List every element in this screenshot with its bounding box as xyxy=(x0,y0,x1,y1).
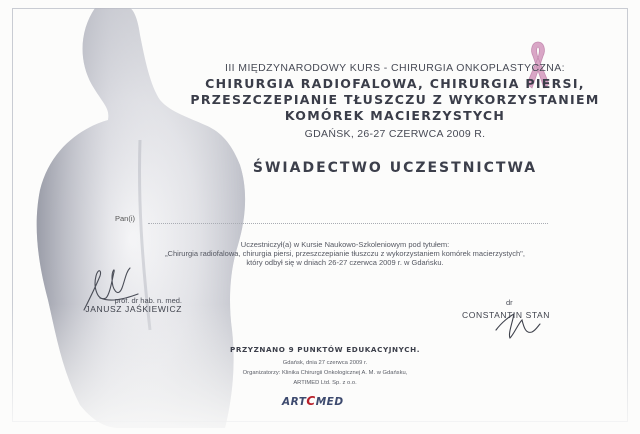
name-dotted-line xyxy=(148,223,548,224)
certificate-title: ŚWIADECTWO UCZESTNICTWA xyxy=(252,160,538,176)
logo-text-art: ART xyxy=(282,396,307,408)
right-signatory-title: dr xyxy=(506,298,513,307)
organizers: Organizatorzy: Klinika Chirurgii Onkologicznej A. M. w Gdańsku, xyxy=(242,370,408,376)
body-line-3: który odbył się w dniach 26-27 czerwca 2009 r. w Gdańsku. xyxy=(246,258,444,267)
body-line-1: Uczestniczył(a) w Kursie Naukowo-Szkoleniowym pod tytułem: xyxy=(240,240,450,249)
place-and-date: GDAŃSK, 26-27 CZERWCA 2009 R. xyxy=(304,128,486,140)
left-signatory xyxy=(42,296,182,314)
course-title-line-2: PRZESZCZEPIANIE TŁUSZCZU Z WYKORZYSTANIEM xyxy=(190,92,600,107)
right-signatory-name: CONSTANTIN STAN xyxy=(462,310,551,320)
course-name: III MIĘDZYNARODOWY KURS - CHIRURGIA ONKOPLASTYCZNA: xyxy=(225,62,565,74)
course-title-line-3: KOMÓREK MACIERZYSTYCH xyxy=(284,108,506,123)
certificate-body xyxy=(140,240,550,267)
organizer-company: ARTIMED Ltd. Sp. z o.o. xyxy=(293,380,357,386)
issue-date: Gdańsk, dnia 27 czerwca 2009 r. xyxy=(282,360,368,366)
logo-text-med: MED xyxy=(315,396,344,408)
participant-name-row xyxy=(115,214,585,226)
left-signatory-title: prof. dr hab. n. med. xyxy=(114,296,182,305)
logo-c-mark: C xyxy=(306,394,316,408)
name-label: Pan(i) xyxy=(115,214,136,223)
body-line-2: „Chirurgia radiofalowa, chirurgia piersi, przeszczepianie tłuszczu z wykorzystaniem komórek macierzystych", xyxy=(165,249,525,258)
course-title-line-1: CHIRURGIA RADIOFALOWA, CHIRURGIA PIERSI, xyxy=(205,76,585,91)
artmed-logo xyxy=(282,394,372,408)
education-points: PRZYZNANO 9 PUNKTÓW EDUKACYJNYCH. xyxy=(229,345,421,354)
left-signatory-name: JANUSZ JAŚKIEWICZ xyxy=(85,304,182,314)
certificate-header xyxy=(150,62,640,140)
issue-info xyxy=(190,358,460,388)
left-handwritten-signature xyxy=(60,258,170,328)
